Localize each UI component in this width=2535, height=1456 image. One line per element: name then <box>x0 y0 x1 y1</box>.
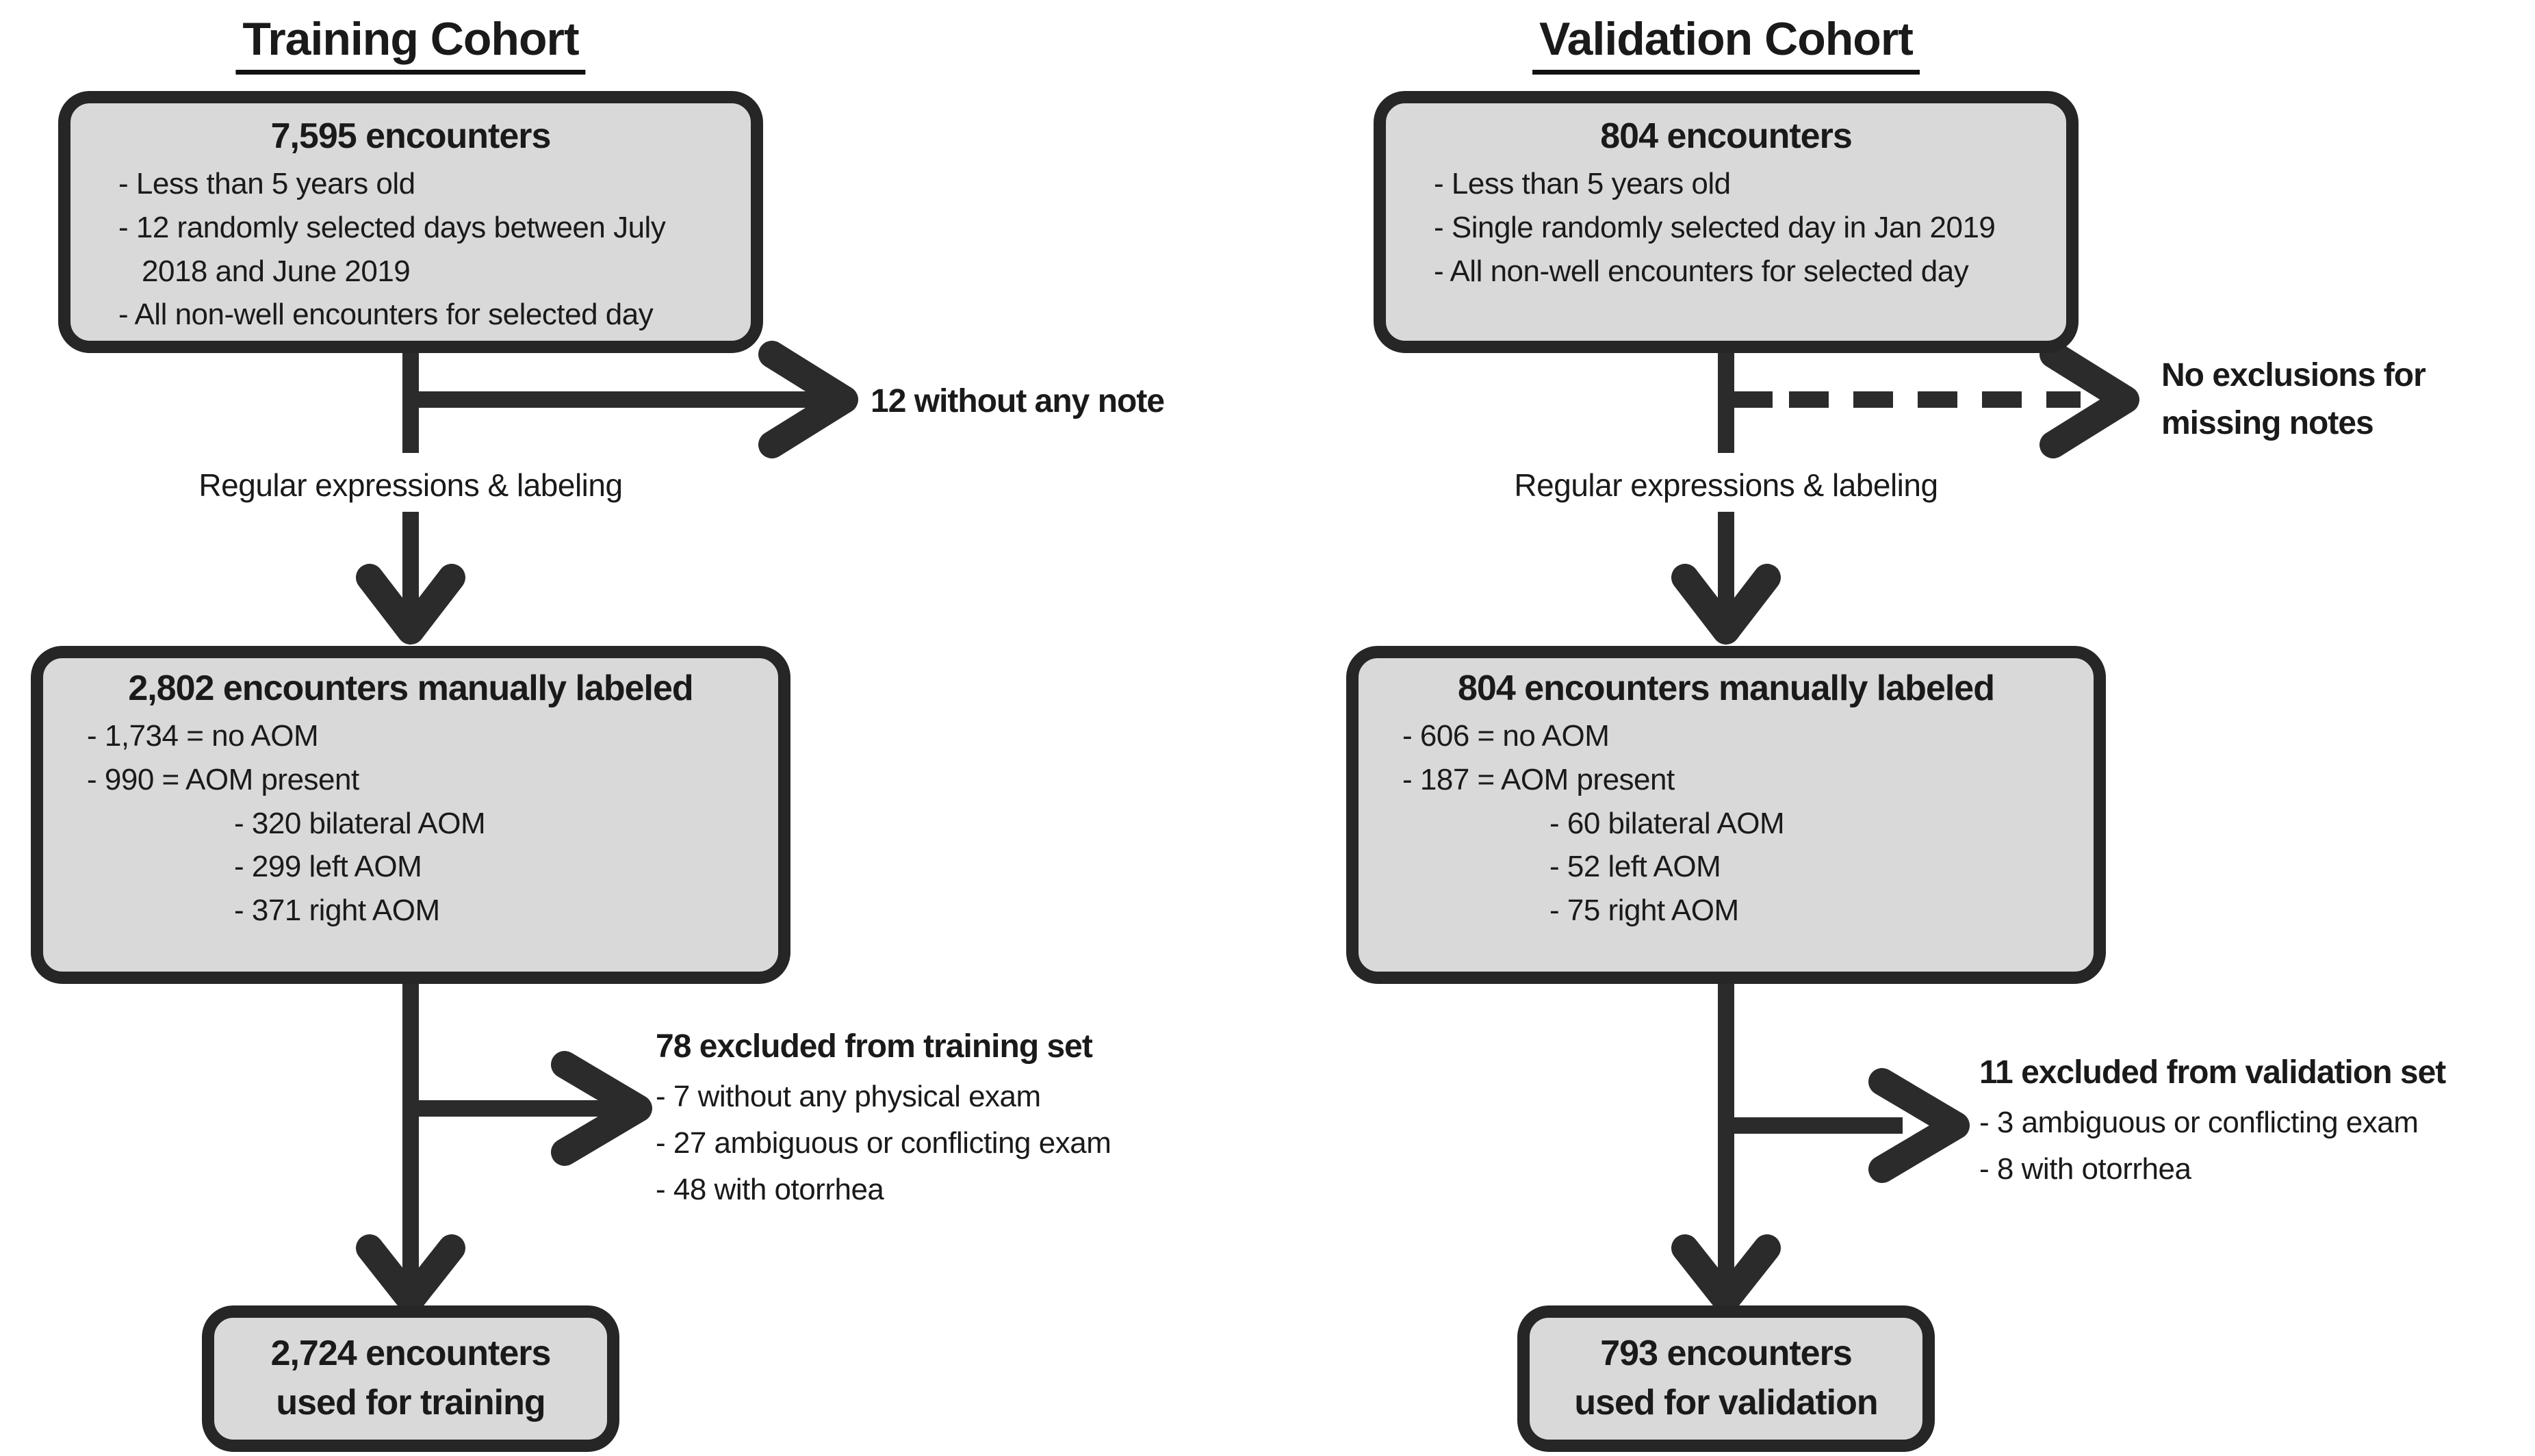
validation-final-caption: used for validation <box>1574 1383 1878 1422</box>
validation-exclusion-bullets <box>1979 1100 2445 1193</box>
bullet-line: - 7 without any physical exam <box>656 1080 1041 1113</box>
bullet-line: - All non-well encounters for selected day <box>1434 254 1969 288</box>
validation-exclusion-block <box>1979 1054 2445 1193</box>
training-box-initial-bullets <box>70 162 751 337</box>
sub-bullet-line: - 52 left AOM <box>1549 850 1721 884</box>
bullet-line: - 1,734 = no AOM <box>87 719 319 753</box>
training-box-labeled-bullets <box>43 714 778 933</box>
validation-no-exclusion-label <box>2161 352 2425 447</box>
training-branch-no-note-arrow <box>411 354 845 445</box>
training-exclusion-bullets <box>656 1074 1111 1214</box>
bullet-line: - 48 with otorrhea <box>656 1173 884 1207</box>
training-box-labeled <box>31 646 790 984</box>
validation-branch-no-exclusion-dashed-arrow <box>1726 354 2126 445</box>
bullet-line: - 8 with otorrhea <box>1979 1152 2191 1186</box>
validation-box-initial <box>1374 91 2079 353</box>
training-box-initial-heading: 7,595 encounters <box>270 116 551 156</box>
training-branch-excluded-arrow <box>411 1065 639 1152</box>
training-box-initial <box>58 91 763 353</box>
validation-process-label: Regular expressions & labeling <box>1514 467 1938 503</box>
validation-arrow-label-to-box2 <box>1685 512 1767 631</box>
validation-box-labeled <box>1346 646 2106 984</box>
bullet-line: - All non-well encounters for selected day <box>118 298 654 332</box>
training-exclusion-block <box>656 1028 1111 1214</box>
sub-bullet-line: - 299 left AOM <box>234 850 422 884</box>
validation-box-initial-bullets <box>1386 162 2066 293</box>
training-arrow-label-to-box2 <box>370 512 452 631</box>
bullet-line: - Single randomly selected day in Jan 2019 <box>1434 210 1996 244</box>
sub-bullet-line: - 371 right AOM <box>234 894 440 928</box>
validation-box-final <box>1517 1305 1935 1452</box>
bullet-line: - Less than 5 years old <box>118 167 415 200</box>
validation-box-labeled-bullets <box>1359 714 2094 933</box>
validation-no-exclusion-line2: missing notes <box>2161 404 2373 441</box>
sub-bullet-line: - 320 bilateral AOM <box>234 806 486 840</box>
bullet-line: - 990 = AOM present <box>87 762 359 796</box>
sub-bullet-line: - 60 bilateral AOM <box>1549 806 1785 840</box>
training-box-final <box>202 1305 619 1452</box>
validation-no-exclusion-line1: No exclusions for <box>2161 357 2425 393</box>
training-cohort-title: Training Cohort <box>235 12 585 75</box>
training-process-label: Regular expressions & labeling <box>198 467 623 503</box>
sub-bullet-line: - 75 right AOM <box>1549 894 1739 928</box>
training-exclusion-heading: 78 excluded from training set <box>656 1028 1092 1065</box>
bullet-line: - 12 randomly selected days between July 2018 and June 2019 <box>118 210 666 288</box>
bullet-line: - 3 ambiguous or conflicting exam <box>1979 1106 2419 1139</box>
training-box-labeled-heading: 2,802 encounters manually labeled <box>128 668 693 708</box>
validation-box-initial-heading: 804 encounters <box>1600 116 1852 156</box>
bullet-line: - 187 = AOM present <box>1402 762 1675 796</box>
validation-arrow-box2-to-box3 <box>1685 983 1767 1300</box>
training-no-note-label: 12 without any note <box>871 383 1165 419</box>
validation-exclusion-heading: 11 excluded from validation set <box>1979 1054 2446 1091</box>
validation-box-labeled-heading: 804 encounters manually labeled <box>1458 668 1994 708</box>
training-arrow-box2-to-box3 <box>370 983 452 1300</box>
validation-final-count: 793 encounters <box>1600 1334 1852 1374</box>
training-final-caption: used for training <box>276 1383 545 1422</box>
training-final-count: 2,724 encounters <box>270 1334 551 1374</box>
validation-cohort-title: Validation Cohort <box>1532 12 1920 75</box>
validation-branch-excluded-arrow <box>1726 1082 1956 1169</box>
bullet-line: - 606 = no AOM <box>1402 719 1610 753</box>
bullet-line: - 27 ambiguous or conflicting exam <box>656 1126 1111 1160</box>
bullet-line: - Less than 5 years old <box>1434 167 1731 200</box>
